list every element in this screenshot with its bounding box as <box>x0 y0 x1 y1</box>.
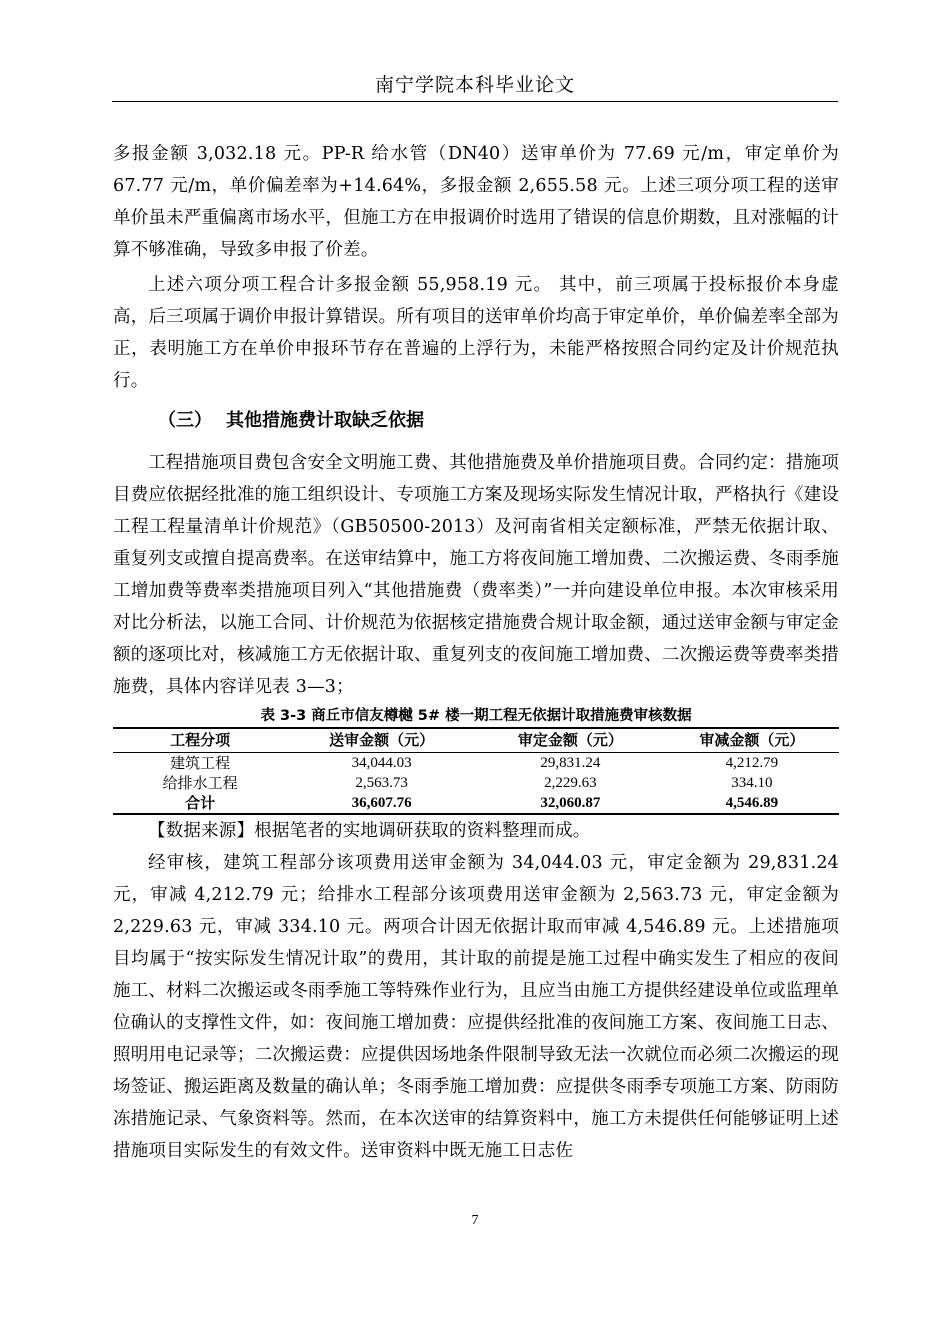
section-title: 其他措施费计取缺乏依据 <box>226 410 424 431</box>
paragraph-audit-result: 经审核，建筑工程部分该项费用送审金额为 34,044.03 元，审定金额为 29,831.24 元，审减 4,212.79 元；给排水工程部分该项费用送审金额为 2,563.73 元，审定金额为 2,229.63 元，审减 334.10 元。两项合计因无依据计取而审减 4,546.89 元。上述措施项目均属于“按实际发生情况计取”的费用，其计取的前提是施工过程中确实发生了相应的夜间施工、材料二次搬运或冬雨季施工等特殊作业行为，且应当由施工方提供经建设单位或监理单位确认的支撑性文件，如：夜间施工增加费：应提供经批准的夜间施工方案、夜间施工日志、照明用电记录等；二次搬运费：应提供因场地条件限制导致无法一次就位而必须二次搬运的现场签证、搬运距离及数量的确认单；冬雨季施工增加费：应提供冬雨季专项施工方案、防雨防冻措施记录、气象资料等。然而，在本次送审的结算资料中，施工方未提供任何能够证明上述措施项目实际发生的有效文件。送审资料中既无施工日志佐 <box>113 853 839 1161</box>
column-header: 审定金额（元） <box>476 728 665 753</box>
column-header: 审减金额（元） <box>665 728 839 753</box>
table-cell: 4,212.79 <box>725 755 779 771</box>
main-content <box>113 138 839 1167</box>
table-total-row <box>113 793 839 814</box>
table-cell: 36,607.76 <box>287 793 476 814</box>
paragraph-continued: 多报金额 3,032.18 元。PP-R 给水管（DN40）送审单价为 77.69 元/m，审定单价为 67.77 元/m，单价偏差率为+14.64%，多报金额 2,655.58 元。上述三项分项工程的送审单价虽未严重偏离市场水平，但施工方在申报调价时选用了错误的信息价期数，且对涨幅的计算不够准确，导致多申报了价差。 <box>113 144 839 260</box>
section-number: （三） <box>158 410 212 431</box>
paragraph-summary: 上述六项分项工程合计多报金额 55,958.19 元。 其中，前三项属于投标报价本身虚高，后三项属于调价申报计算错误。所有项目的送审单价均高于审定单价，单价偏差率全部为正，表明施工方在单价申报环节存在普遍的上浮行为，未能严格按照合同约定及计价规范执行。 <box>113 275 839 391</box>
table-header-row <box>113 728 839 753</box>
table-cell: 2,229.63 <box>544 775 597 791</box>
table-cell: 给排水工程 <box>162 774 238 792</box>
column-header: 送审金额（元） <box>287 728 476 753</box>
table-cell: 合计 <box>113 793 287 814</box>
table-cell: 32,060.87 <box>476 793 665 814</box>
table-row <box>113 773 839 793</box>
section-heading <box>113 405 839 437</box>
page-number: 7 <box>471 1213 479 1228</box>
table-row <box>113 753 839 774</box>
audit-table <box>113 727 839 815</box>
header-rule <box>112 101 838 102</box>
table-cell: 4,546.89 <box>665 793 839 814</box>
table-cell: 334.10 <box>731 775 773 791</box>
paragraph-measures: 工程措施项目费包含安全文明施工费、其他措施费及单价措施项目费。合同约定：措施项目费应依据经批准的施工组织设计、专项施工方案及现场实际发生情况计取，严格执行《建设工程工程量清单计价规范》（GB50500-2013）及河南省相关定额标准，严禁无依据计取、重复列支或擅自提高费率。在送审结算中，施工方将夜间施工增加费、二次搬运费、冬雨季施工增加费等费率类措施项目列入“其他措施费（费率类）”一并向建设单位申报。本次审核采用对比分析法，以施工合同、计价规范为依据核定措施费合规计取金额，通过送审金额与审定金额的逐项比对，核减施工方无依据计取、重复列支的夜间施工增加费、二次搬运费等费率类措施费，具体内容详见表 3—3； <box>113 453 839 697</box>
table-cell: 2,563.73 <box>355 775 408 791</box>
page-header: 南宁学院本科毕业论文 <box>374 74 575 96</box>
data-source-note: 【数据来源】根据笔者的实地调研获取的资料整理而成。 <box>148 821 591 841</box>
table-caption: 表 3-3 商丘市信友樽樾 5# 楼一期工程无依据计取措施费审核数据 <box>260 708 692 724</box>
table-cell: 29,831.24 <box>540 755 601 771</box>
table-cell: 建筑工程 <box>170 754 231 772</box>
table-cell: 34,044.03 <box>351 755 412 771</box>
column-header: 工程分项 <box>113 728 287 753</box>
